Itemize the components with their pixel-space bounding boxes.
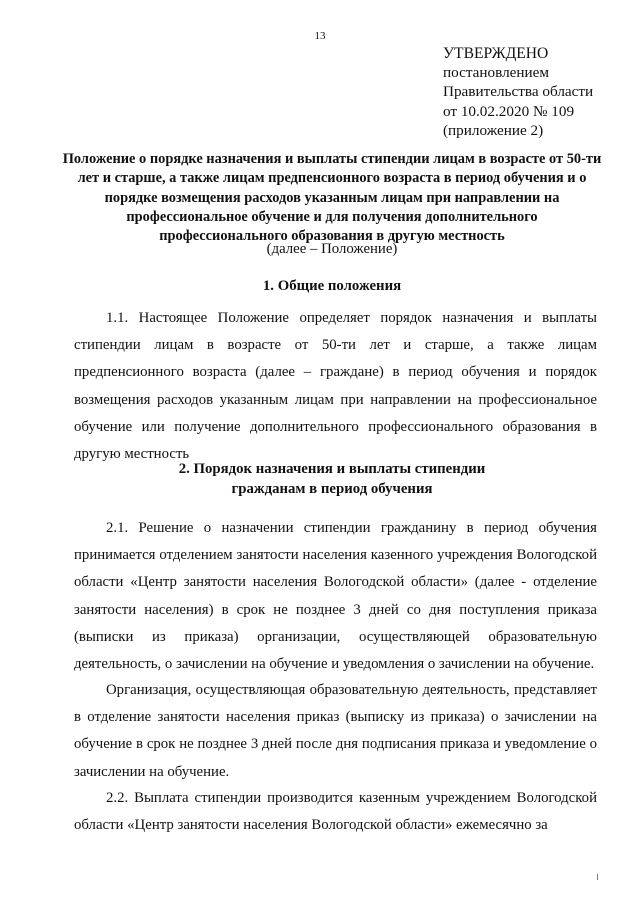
approval-line-4: (приложение 2) <box>443 121 544 139</box>
section-2-heading-line-1: 2. Порядок назначения и выплаты стипендии <box>178 461 486 477</box>
approval-stamp <box>443 44 593 140</box>
document-subtitle: (далее – Положение) <box>266 241 398 257</box>
approval-line-1: постановлением <box>443 64 550 82</box>
page-number: 13 <box>314 30 326 42</box>
approval-line-3: от 10.02.2020 № 109 <box>443 102 575 120</box>
section-2-heading <box>62 459 602 499</box>
paragraph-2-1: 2.1. Решение о назначении стипендии гражданину в период обучения принимается отделением занятости населения казенного учреждения Вологодской области «Центр занятости населения Вологодской области» (далее - отделение занятости населения) в срок не позднее 3 дней со дня поступления приказа (выписки из приказа) организации, осуществляющей образовательную деятельность, о зачислении на обучение и уведомления о зачислении на обучение. <box>74 520 597 673</box>
document-title: Положение о порядке назначения и выплаты стипендии лицам в возрасте от 50-ти лет и старше, а также лицам предпенсионного возраста в период обучения и о порядке возмещения расходов указанным лицам при направлении на профессиональное обучение и для получения дополнительного профессионального образования в другую местность <box>62 151 602 245</box>
paragraph-2-1-continued: Организация, осуществляющая образовательную деятельность, представляет в отделение занятости населения приказ (выписку из приказа) о зачислении на обучение в срок не позднее 3 дней после дня подписания приказа и уведомление о зачислении на обучение. <box>74 682 597 780</box>
paragraph-1-1: 1.1. Настоящее Положение определяет порядок назначения и выплаты стипендии лицам в возрасте от 50-ти лет и старше, а также лицам предпенсионного возраста (далее – граждане) в период обучения и порядок возмещения расходов указанным лицам при направлении на профессиональное обучение или получение дополнительного профессионального образования в другую местность <box>74 310 597 463</box>
section-2-heading-line-2: гражданам в период обучения <box>231 481 433 497</box>
section-1-heading: 1. Общие положения <box>262 278 402 294</box>
scan-mark <box>597 874 598 880</box>
approval-heading: УТВЕРЖДЕНО <box>443 45 549 62</box>
approval-line-2: Правительства области <box>443 83 594 101</box>
paragraph-2-2: 2.2. Выплата стипендии производится казенным учреждением Вологодской области «Центр занятости населения Вологодской области» ежемесячно за <box>74 790 597 834</box>
